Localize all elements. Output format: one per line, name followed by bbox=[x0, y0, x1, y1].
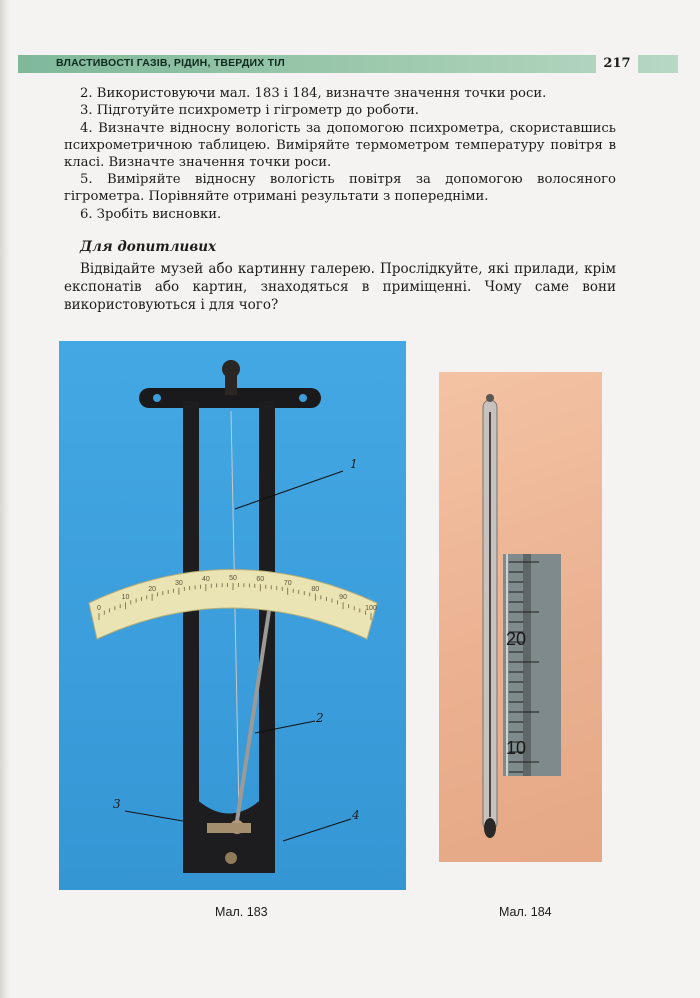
step-3: 3. Підготуйте психрометр і гігрометр до роботи. bbox=[80, 103, 419, 118]
curious-heading: Для допитливих bbox=[80, 239, 217, 255]
adjust-screw bbox=[225, 852, 237, 864]
callout-4: 4 bbox=[352, 808, 360, 822]
scale-tick-label: 60 bbox=[256, 576, 265, 584]
curious-paragraph: Відвідайте музей або картинну галерею. Прослідкуйте, які прилади, крім експонатів або картин, знаходяться в приміщенні. Чому саме вони використовуються і для чого? bbox=[64, 261, 616, 313]
caption-183: Мал. 183 bbox=[215, 905, 268, 919]
step-4: 4. Визначте відносну вологість за допомогою психрометра, скориставшись психрометричною таблицею. Виміряйте термометром температуру повітря в класі. Визначте значення точки роси. bbox=[64, 121, 616, 170]
hair-element bbox=[231, 411, 239, 811]
scale-tick-label: 80 bbox=[311, 585, 320, 593]
step-5: 5. Виміряйте відносну вологість повітря за допомогою волосяного гігрометра. Порівняйте отримані результати з попередніми. bbox=[64, 172, 616, 204]
page-number: 217 bbox=[596, 53, 638, 74]
step-2: 2. Використовуючи мал. 183 і 184, визначте значення точки роси. bbox=[80, 86, 547, 101]
scale-tick-label: 0 bbox=[97, 605, 101, 612]
scale-tick-label: 70 bbox=[283, 579, 292, 587]
callout-2: 2 bbox=[316, 711, 324, 725]
step-6: 6. Зробіть висновки. bbox=[80, 207, 222, 222]
scale-tick-label: 40 bbox=[201, 576, 210, 584]
callout-1: 1 bbox=[350, 457, 358, 471]
scale-tick-label: 100 bbox=[365, 605, 377, 612]
page-edge-shadow bbox=[0, 0, 10, 998]
thermometer-illustration bbox=[439, 372, 602, 862]
thermometer-bulb bbox=[484, 818, 496, 838]
scale-tick-label: 20 bbox=[148, 585, 157, 593]
scale-tick-label: 50 bbox=[229, 575, 237, 582]
chapter-title: ВЛАСТИВОСТІ ГАЗІВ, РІДИН, ТВЕРДИХ ТІЛ bbox=[56, 57, 285, 69]
scale-tick-label: 10 bbox=[121, 594, 130, 602]
scale-tick-label: 90 bbox=[339, 594, 347, 602]
callout-3: 3 bbox=[113, 797, 121, 811]
figure-184-thermometer bbox=[439, 372, 602, 862]
inset-label-10: 10 bbox=[506, 738, 527, 758]
mount-hole-right bbox=[299, 394, 307, 402]
scale-tick-label: 30 bbox=[175, 579, 183, 587]
mount-hole-left bbox=[153, 394, 161, 402]
inset-label-20: 20 bbox=[506, 629, 527, 649]
caption-184: Мал. 184 bbox=[499, 905, 552, 919]
